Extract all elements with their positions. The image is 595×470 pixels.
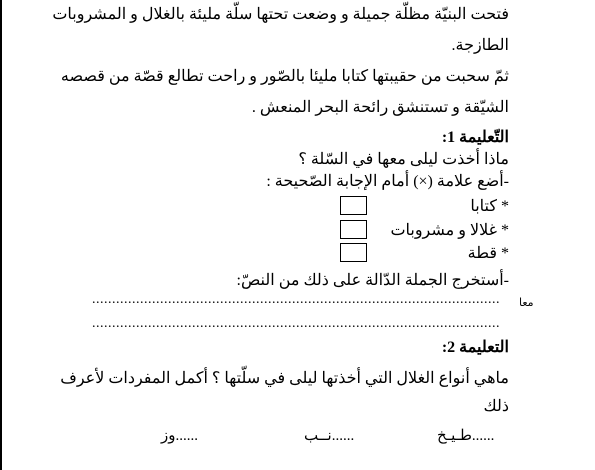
passage-line-1: فتحت البنيّة مظلّة جميلة و وضعت تحتها سلّة مليئة بالغلال و المشروبات	[52, 6, 509, 23]
answer-line-1[interactable]: ......................................................................................................	[92, 292, 500, 307]
option-book-checkbox[interactable]	[340, 196, 367, 215]
instruction-2-question-line-2: ذلك	[483, 398, 509, 415]
instruction-1-title: التّعليمة 1:	[441, 129, 509, 146]
passage-line-2: الطازجة.	[451, 37, 509, 54]
instruction-1-task: -أضع علامة (×) أمام الإجابة الصّحيحة :	[266, 173, 509, 190]
option-fruits-drinks-checkbox[interactable]	[340, 220, 367, 239]
option-book: * كتابا	[470, 198, 509, 215]
passage-line-3: ثمّ سحبت من حقيبتها كتابا مليئا بالصّور و راحت تطالع قصّة من قصصه	[60, 68, 509, 85]
word-blank-3[interactable]: ......وز	[161, 428, 198, 444]
instruction-1-extract: -أستخرج الجملة الدّالة على ذلك من النصّ:	[236, 272, 509, 289]
passage-line-4: الشيّقة و تستنشق رائحة البحر المنعش .	[251, 99, 509, 116]
option-cat: * قطة	[467, 245, 509, 262]
option-cat-checkbox[interactable]	[340, 243, 367, 262]
instruction-1-question: ماذا أخذت ليلى معها في السّلة ؟	[298, 151, 509, 168]
left-border-line	[0, 0, 2, 470]
answer-line-2[interactable]: ......................................................................................................	[92, 316, 500, 331]
instruction-2-question-line-1: ماهي أنواع الغلال التي أخذتها ليلى في سلّتها ؟ أكمل المفردات لأعرف	[60, 370, 509, 387]
option-fruits-drinks: * غلالا و مشروبات	[390, 222, 509, 239]
word-blank-1[interactable]: ......طـيـخ	[437, 428, 495, 444]
margin-note: معا	[519, 296, 534, 309]
instruction-2-title: التعليمة 2:	[441, 339, 509, 356]
word-blank-2[interactable]: ......نــب	[304, 428, 355, 444]
